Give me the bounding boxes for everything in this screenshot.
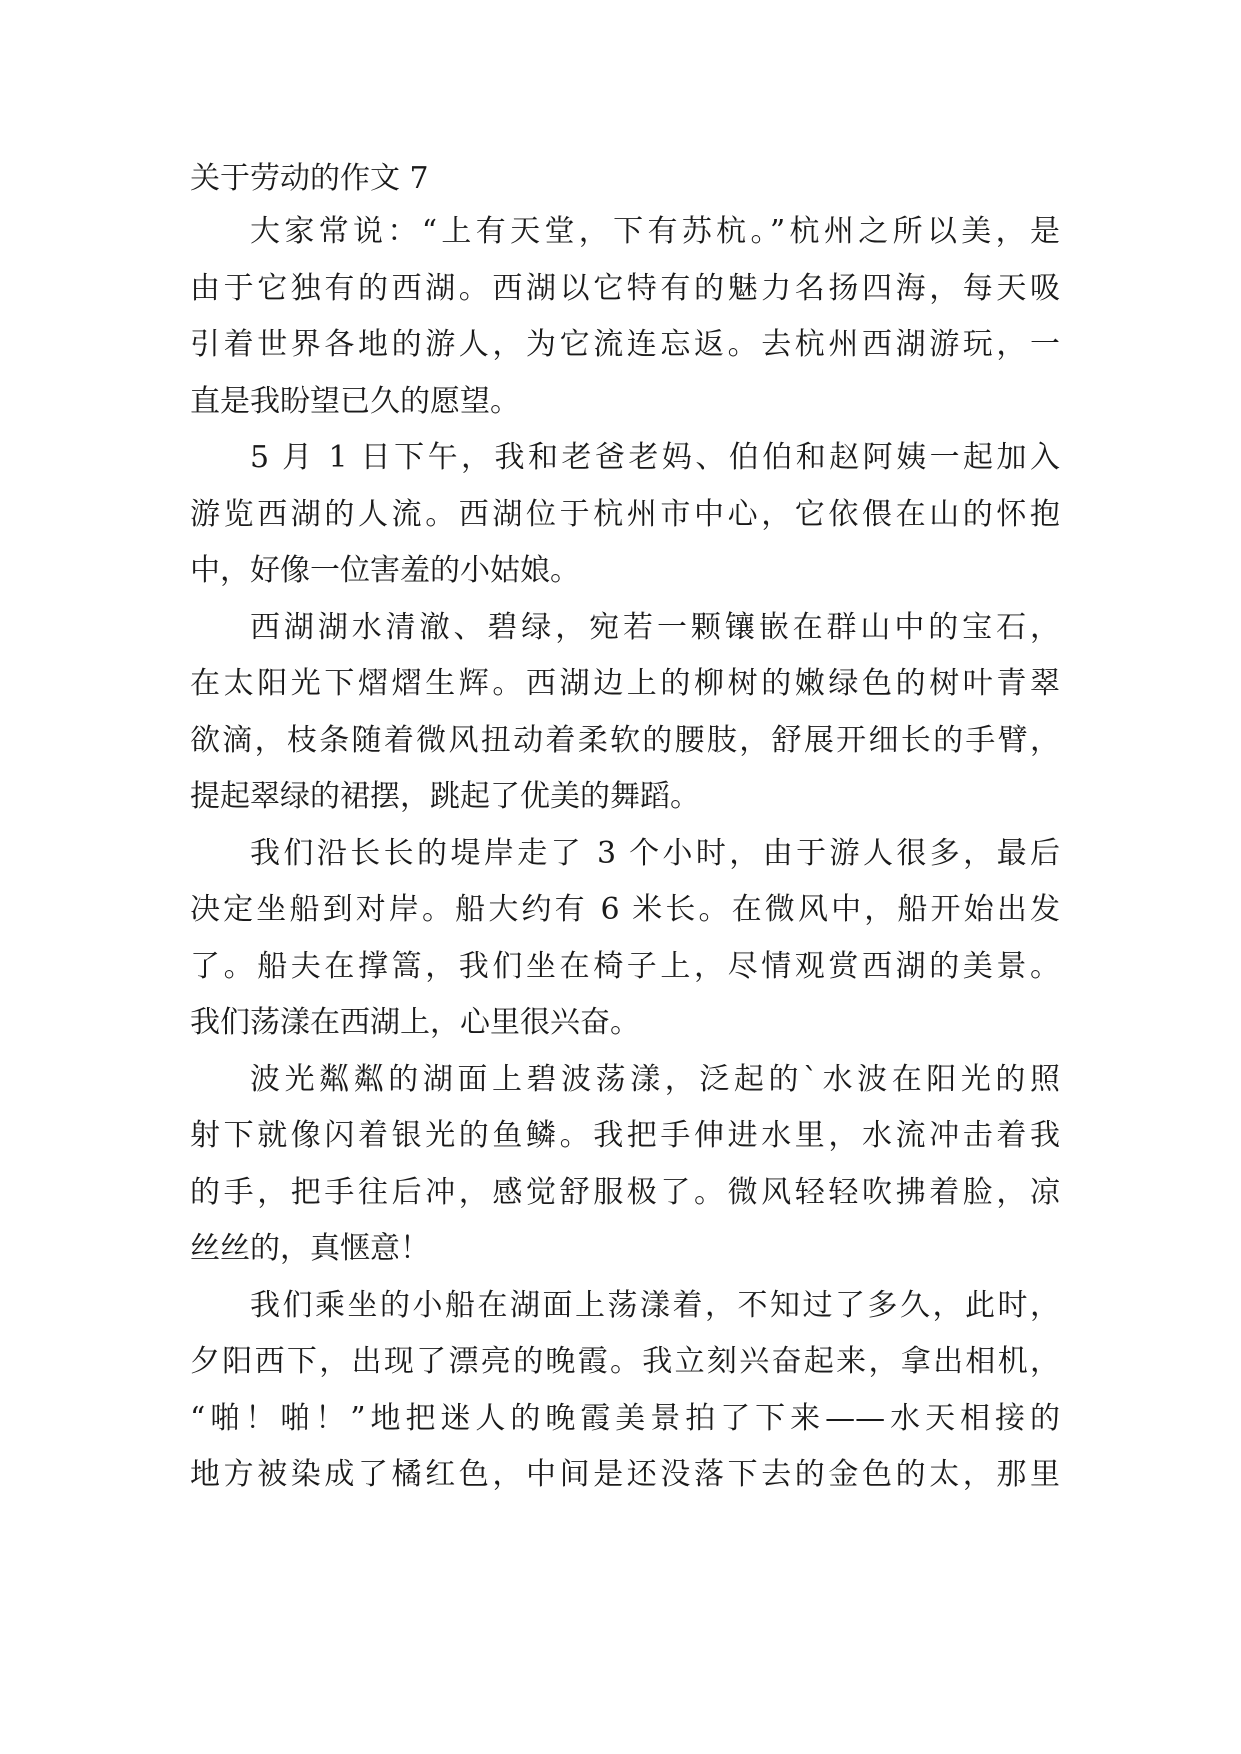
text-line: 夕阳西下，出现了漂亮的晚霞。我立刻兴奋起来，拿出相机，	[190, 1344, 1060, 1379]
document-title: 关于劳动的作文 7	[190, 161, 429, 196]
text-line: 欲滴，枝条随着微风扭动着柔软的腰肢，舒展开细长的手臂，	[190, 722, 1060, 758]
text-line: 我们沿长长的堤岸走了 3 个小时，由于游人很多，最后	[250, 835, 1060, 871]
text-line: 直是我盼望已久的愿望。	[190, 383, 520, 419]
text-line: 5 月 1 日下午，我和老爸老妈、伯伯和赵阿姨一起加入	[250, 440, 1060, 475]
text-line: 西湖湖水清澈、碧绿，宛若一颗镶嵌在群山中的宝石，	[250, 609, 1060, 645]
text-line: 地方被染成了橘红色，中间是还没落下去的金色的太，那里	[190, 1457, 1060, 1492]
paragraph	[190, 204, 1060, 430]
text-line: 我们乘坐的小船在湖面上荡漾着，不知过了多久，此时，	[250, 1287, 1060, 1323]
text-line: “啪！啪！”地把迷人的晚霞美景拍了下来——水天相接的	[190, 1400, 1060, 1436]
paragraph	[190, 826, 1060, 1052]
text-line: 射下就像闪着银光的鱼鳞。我把手伸进水里，水流冲击着我	[190, 1118, 1060, 1153]
text-line: 大家常说：“上有天堂，下有苏杭。”杭州之所以美，是	[250, 214, 1060, 249]
text-line: 波光粼粼的湖面上碧波荡漾，泛起的`水波在阳光的照	[250, 1061, 1060, 1097]
text-line: 引着世界各地的游人，为它流连忘返。去杭州西湖游玩，一	[190, 327, 1060, 362]
paragraph	[190, 600, 1060, 826]
text-line: 的手，把手往后冲，感觉舒服极了。微风轻轻吹拂着脸，凉	[190, 1174, 1060, 1210]
text-line: 在太阳光下熠熠生辉。西湖边上的柳树的嫩绿色的树叶青翠	[190, 666, 1060, 701]
text-line: 决定坐船到对岸。船大约有 6 米长。在微风中，船开始出发	[190, 892, 1060, 927]
paragraph	[190, 430, 1060, 600]
paragraph	[190, 1052, 1060, 1278]
text-line: 由于它独有的西湖。西湖以它特有的魅力名扬四海，每天吸	[190, 270, 1060, 306]
text-line: 游览西湖的人流。西湖位于杭州市中心，它依偎在山的怀抱	[190, 496, 1060, 532]
text-line: 提起翠绿的裙摆，跳起了优美的舞蹈。	[190, 779, 700, 814]
text-line: 了。船夫在撑篙，我们坐在椅子上，尽情观赏西湖的美景。	[190, 948, 1060, 984]
text-line: 中，好像一位害羞的小姑娘。	[190, 553, 580, 588]
paragraph	[190, 1278, 1060, 1504]
text-line: 我们荡漾在西湖上，心里很兴奋。	[190, 1005, 640, 1040]
text-line: 丝丝的，真惬意！	[190, 1231, 430, 1266]
document-body	[190, 154, 1060, 1504]
